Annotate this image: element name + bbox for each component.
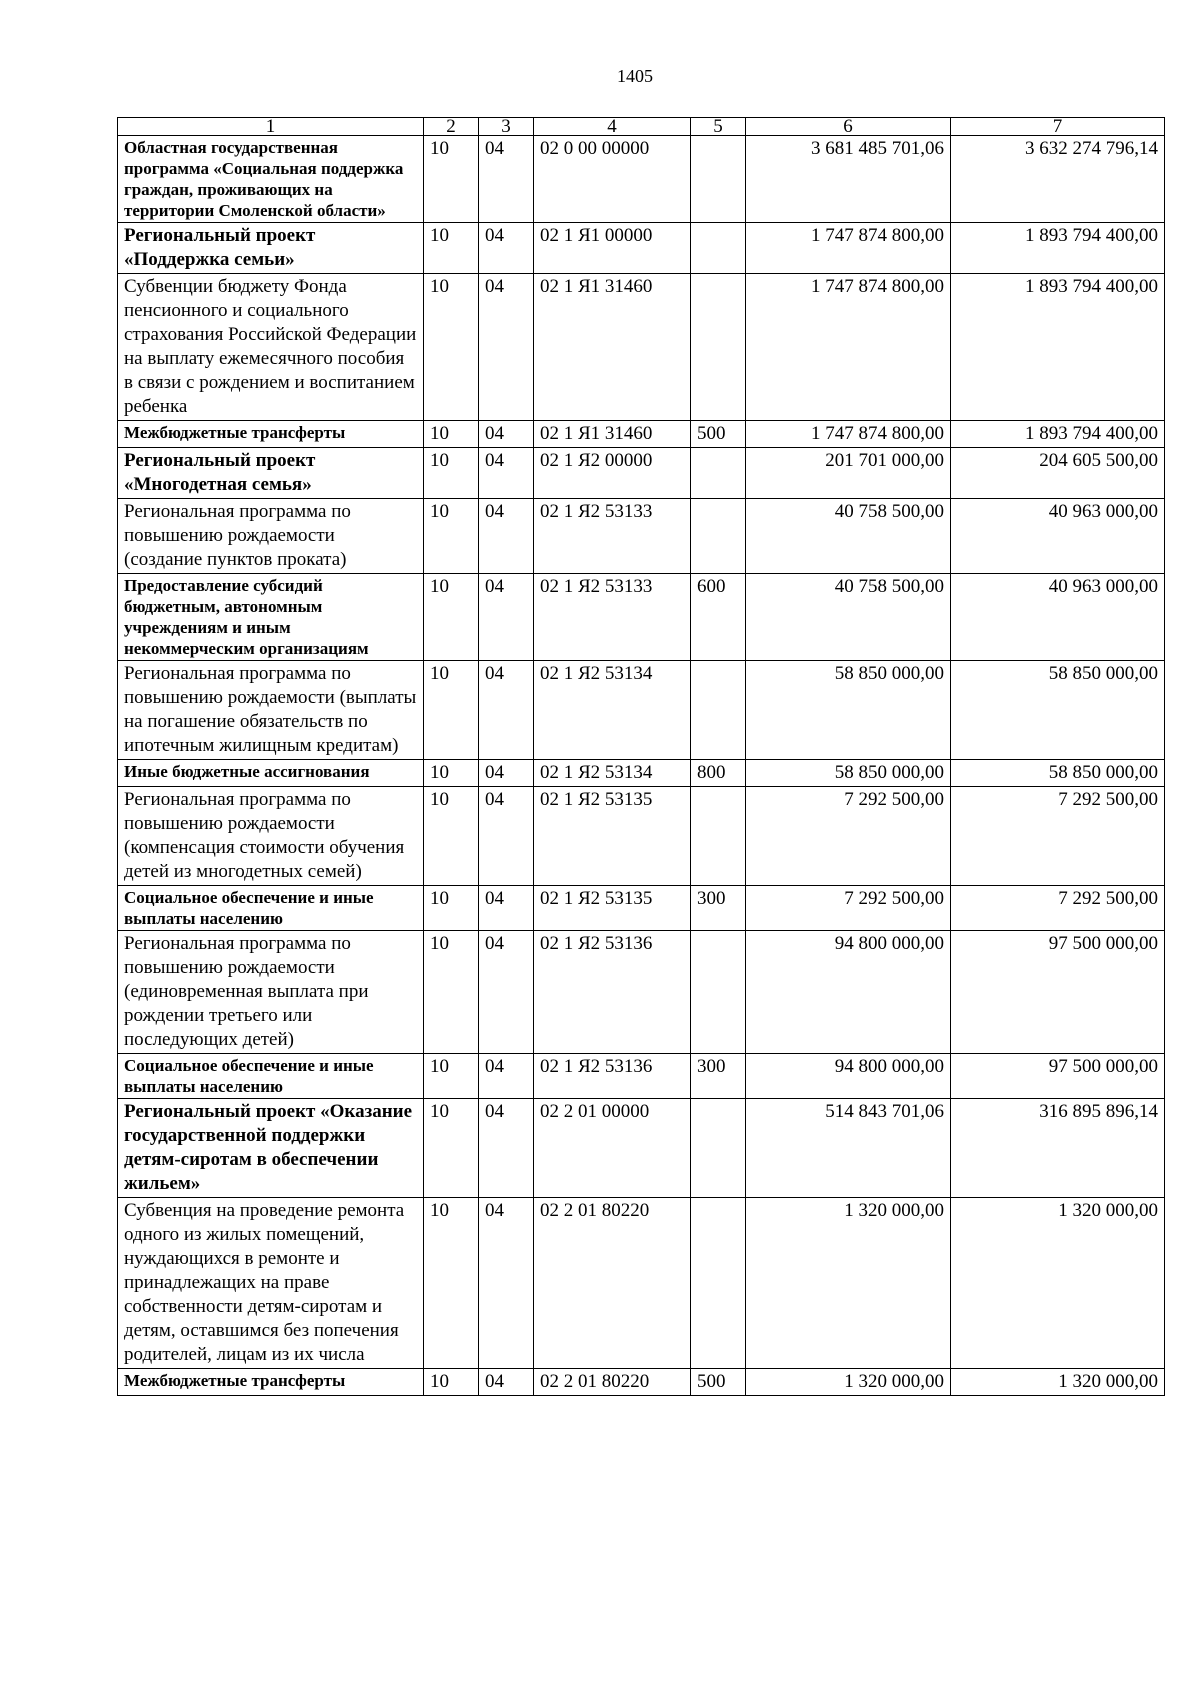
- subsection-cell: 04: [479, 574, 534, 661]
- amount-year1-cell: 94 800 000,00: [746, 931, 951, 1054]
- amount-year1-cell: 94 800 000,00: [746, 1054, 951, 1099]
- target-article-cell: 02 0 00 00000: [534, 136, 691, 223]
- row-name-cell: Региональный проект «Оказание государственной поддержки детям-сиротам в обеспечении жильем»: [118, 1099, 424, 1198]
- expense-type-cell: [691, 787, 746, 886]
- amount-year2-cell: 1 320 000,00: [951, 1198, 1165, 1369]
- target-article-cell: 02 1 Я2 53136: [534, 1054, 691, 1099]
- subsection-cell: 04: [479, 499, 534, 574]
- amount-year1-cell: 40 758 500,00: [746, 574, 951, 661]
- table-row: [118, 787, 1165, 886]
- table-row: [118, 499, 1165, 574]
- section-cell: 10: [424, 1054, 479, 1099]
- amount-year2-cell: 1 893 794 400,00: [951, 421, 1165, 448]
- amount-year2-cell: 1 893 794 400,00: [951, 223, 1165, 274]
- row-name-cell: Социальное обеспечение и иные выплаты населению: [118, 886, 424, 931]
- subsection-cell: 04: [479, 223, 534, 274]
- amount-year1-cell: 1 320 000,00: [746, 1198, 951, 1369]
- subsection-cell: 04: [479, 1099, 534, 1198]
- target-article-cell: 02 1 Я2 00000: [534, 448, 691, 499]
- section-cell: 10: [424, 574, 479, 661]
- subsection-cell: 04: [479, 787, 534, 886]
- expense-type-cell: [691, 274, 746, 421]
- amount-year1-cell: 201 701 000,00: [746, 448, 951, 499]
- row-name-cell: Субвенция на проведение ремонта одного из жилых помещений, нуждающихся в ремонте и принадлежащих на праве собственности детям-сиротам и детям, оставшимся без попечения родителей, лицам из их числа: [118, 1198, 424, 1369]
- expense-type-cell: [691, 661, 746, 760]
- column-header: 7: [951, 118, 1165, 136]
- target-article-cell: 02 1 Я2 53135: [534, 886, 691, 931]
- table-row: [118, 886, 1165, 931]
- budget-table: [117, 117, 1165, 1396]
- table-row: [118, 448, 1165, 499]
- expense-type-cell: [691, 448, 746, 499]
- target-article-cell: 02 1 Я1 31460: [534, 274, 691, 421]
- amount-year2-cell: 1 893 794 400,00: [951, 274, 1165, 421]
- section-cell: 10: [424, 787, 479, 886]
- amount-year1-cell: 1 320 000,00: [746, 1369, 951, 1396]
- expense-type-cell: 800: [691, 760, 746, 787]
- section-cell: 10: [424, 1369, 479, 1396]
- amount-year1-cell: 1 747 874 800,00: [746, 274, 951, 421]
- target-article-cell: 02 1 Я2 53135: [534, 787, 691, 886]
- expense-type-cell: [691, 931, 746, 1054]
- expense-type-cell: [691, 1099, 746, 1198]
- column-header: 4: [534, 118, 691, 136]
- amount-year2-cell: 40 963 000,00: [951, 499, 1165, 574]
- amount-year1-cell: 40 758 500,00: [746, 499, 951, 574]
- section-cell: 10: [424, 274, 479, 421]
- table-row: [118, 136, 1165, 223]
- amount-year2-cell: 3 632 274 796,14: [951, 136, 1165, 223]
- amount-year2-cell: 204 605 500,00: [951, 448, 1165, 499]
- subsection-cell: 04: [479, 886, 534, 931]
- column-header: 6: [746, 118, 951, 136]
- expense-type-cell: 300: [691, 1054, 746, 1099]
- target-article-cell: 02 1 Я2 53134: [534, 760, 691, 787]
- section-cell: 10: [424, 421, 479, 448]
- row-name-cell: Региональная программа по повышению рождаемости (единовременная выплата при рождении третьего или последующих детей): [118, 931, 424, 1054]
- target-article-cell: 02 1 Я1 00000: [534, 223, 691, 274]
- column-header: 3: [479, 118, 534, 136]
- target-article-cell: 02 2 01 80220: [534, 1369, 691, 1396]
- column-header: 1: [118, 118, 424, 136]
- section-cell: 10: [424, 448, 479, 499]
- amount-year2-cell: 97 500 000,00: [951, 1054, 1165, 1099]
- table-row: [118, 760, 1165, 787]
- expense-type-cell: 500: [691, 1369, 746, 1396]
- section-cell: 10: [424, 661, 479, 760]
- amount-year1-cell: 514 843 701,06: [746, 1099, 951, 1198]
- target-article-cell: 02 1 Я2 53133: [534, 574, 691, 661]
- table-row: [118, 274, 1165, 421]
- subsection-cell: 04: [479, 760, 534, 787]
- table-row: [118, 931, 1165, 1054]
- amount-year1-cell: 7 292 500,00: [746, 886, 951, 931]
- amount-year2-cell: 7 292 500,00: [951, 886, 1165, 931]
- row-name-cell: Субвенции бюджету Фонда пенсионного и социального страхования Российской Федерации на выплату ежемесячного пособия в связи с рождением и воспитанием ребенка: [118, 274, 424, 421]
- row-name-cell: Иные бюджетные ассигнования: [118, 760, 424, 787]
- table-row: [118, 1369, 1165, 1396]
- subsection-cell: 04: [479, 448, 534, 499]
- table-row: [118, 1099, 1165, 1198]
- amount-year1-cell: 3 681 485 701,06: [746, 136, 951, 223]
- amount-year1-cell: 1 747 874 800,00: [746, 421, 951, 448]
- section-cell: 10: [424, 931, 479, 1054]
- table-row: [118, 1198, 1165, 1369]
- target-article-cell: 02 1 Я1 31460: [534, 421, 691, 448]
- page-number: 1405: [617, 66, 653, 86]
- row-name-cell: Областная государственная программа «Социальная поддержка граждан, проживающих на территории Смоленской области»: [118, 136, 424, 223]
- amount-year2-cell: 58 850 000,00: [951, 760, 1165, 787]
- amount-year1-cell: 1 747 874 800,00: [746, 223, 951, 274]
- target-article-cell: 02 1 Я2 53136: [534, 931, 691, 1054]
- table-header-row: [118, 118, 1165, 136]
- section-cell: 10: [424, 499, 479, 574]
- amount-year2-cell: 40 963 000,00: [951, 574, 1165, 661]
- amount-year2-cell: 58 850 000,00: [951, 661, 1165, 760]
- expense-type-cell: [691, 223, 746, 274]
- subsection-cell: 04: [479, 661, 534, 760]
- table-row: [118, 223, 1165, 274]
- row-name-cell: Социальное обеспечение и иные выплаты населению: [118, 1054, 424, 1099]
- section-cell: 10: [424, 760, 479, 787]
- amount-year2-cell: 1 320 000,00: [951, 1369, 1165, 1396]
- expense-type-cell: 600: [691, 574, 746, 661]
- row-name-cell: Региональная программа по повышению рождаемости (выплаты на погашение обязательств по ипотечным жилищным кредитам): [118, 661, 424, 760]
- amount-year2-cell: 97 500 000,00: [951, 931, 1165, 1054]
- target-article-cell: 02 2 01 80220: [534, 1198, 691, 1369]
- row-name-cell: Межбюджетные трансферты: [118, 1369, 424, 1396]
- subsection-cell: 04: [479, 1198, 534, 1369]
- expense-type-cell: [691, 1198, 746, 1369]
- table-row: [118, 574, 1165, 661]
- expense-type-cell: [691, 499, 746, 574]
- table-row: [118, 661, 1165, 760]
- amount-year1-cell: 7 292 500,00: [746, 787, 951, 886]
- row-name-cell: Региональная программа по повышению рождаемости (создание пунктов проката): [118, 499, 424, 574]
- subsection-cell: 04: [479, 421, 534, 448]
- row-name-cell: Региональный проект «Многодетная семья»: [118, 448, 424, 499]
- section-cell: 10: [424, 223, 479, 274]
- row-name-cell: Межбюджетные трансферты: [118, 421, 424, 448]
- amount-year1-cell: 58 850 000,00: [746, 760, 951, 787]
- table-row: [118, 421, 1165, 448]
- subsection-cell: 04: [479, 1054, 534, 1099]
- expense-type-cell: 300: [691, 886, 746, 931]
- subsection-cell: 04: [479, 931, 534, 1054]
- column-header: 2: [424, 118, 479, 136]
- section-cell: 10: [424, 886, 479, 931]
- expense-type-cell: 500: [691, 421, 746, 448]
- subsection-cell: 04: [479, 274, 534, 421]
- section-cell: 10: [424, 1198, 479, 1369]
- subsection-cell: 04: [479, 1369, 534, 1396]
- row-name-cell: Региональная программа по повышению рождаемости (компенсация стоимости обучения детей из многодетных семей): [118, 787, 424, 886]
- row-name-cell: Предоставление субсидий бюджетным, автономным учреждениям и иным некоммерческим организациям: [118, 574, 424, 661]
- table-row: [118, 1054, 1165, 1099]
- amount-year2-cell: 7 292 500,00: [951, 787, 1165, 886]
- target-article-cell: 02 1 Я2 53133: [534, 499, 691, 574]
- amount-year1-cell: 58 850 000,00: [746, 661, 951, 760]
- section-cell: 10: [424, 136, 479, 223]
- target-article-cell: 02 2 01 00000: [534, 1099, 691, 1198]
- expense-type-cell: [691, 136, 746, 223]
- row-name-cell: Региональный проект «Поддержка семьи»: [118, 223, 424, 274]
- amount-year2-cell: 316 895 896,14: [951, 1099, 1165, 1198]
- column-header: 5: [691, 118, 746, 136]
- target-article-cell: 02 1 Я2 53134: [534, 661, 691, 760]
- subsection-cell: 04: [479, 136, 534, 223]
- section-cell: 10: [424, 1099, 479, 1198]
